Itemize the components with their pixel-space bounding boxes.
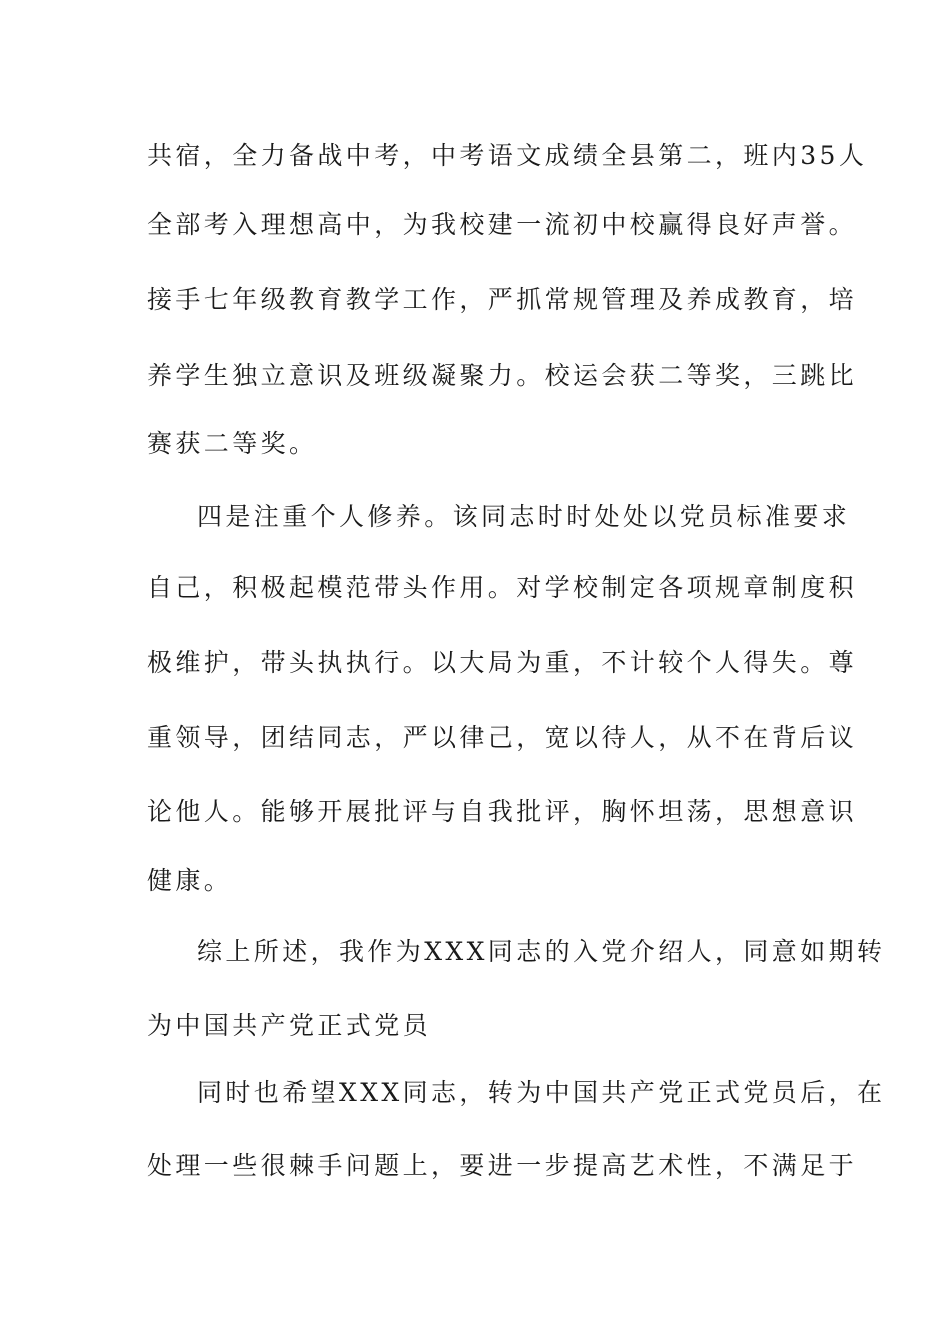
text-line: 接手七年级教育教学工作，严抓常规管理及养成教育，培 xyxy=(147,285,858,314)
text-line: 全部考入理想高中，为我校建一流初中校赢得良好声誉。 xyxy=(147,210,858,239)
paragraph-start-line: 四是注重个人修养。该同志时时处处以党员标准要求 xyxy=(197,502,851,531)
text-line: 共宿，全力备战中考，中考语文成绩全县第二，班内35人 xyxy=(147,141,868,170)
paragraph-start-line: 综上所述，我作为XXX同志的入党介绍人，同意如期转 xyxy=(197,937,886,966)
text-line: 论他人。能够开展批评与自我批评，胸怀坦荡，思想意识 xyxy=(147,797,858,826)
text-line: 极维护，带头执执行。以大局为重，不计较个人得失。尊 xyxy=(147,648,858,677)
text-line: 赛获二等奖。 xyxy=(147,429,318,458)
text-line: 为中国共产党正式党员 xyxy=(147,1011,432,1040)
text-line: 养学生独立意识及班级凝聚力。校运会获二等奖，三跳比 xyxy=(147,361,858,390)
text-line: 重领导，团结同志，严以律己，宽以待人，从不在背后议 xyxy=(147,723,858,752)
text-line: 处理一些很棘手问题上，要进一步提高艺术性，不满足于 xyxy=(147,1151,858,1180)
text-line: 健康。 xyxy=(147,866,233,895)
text-line: 自己，积极起模范带头作用。对学校制定各项规章制度积 xyxy=(147,573,858,602)
paragraph-start-line: 同时也希望XXX同志，转为中国共产党正式党员后，在 xyxy=(197,1078,886,1107)
